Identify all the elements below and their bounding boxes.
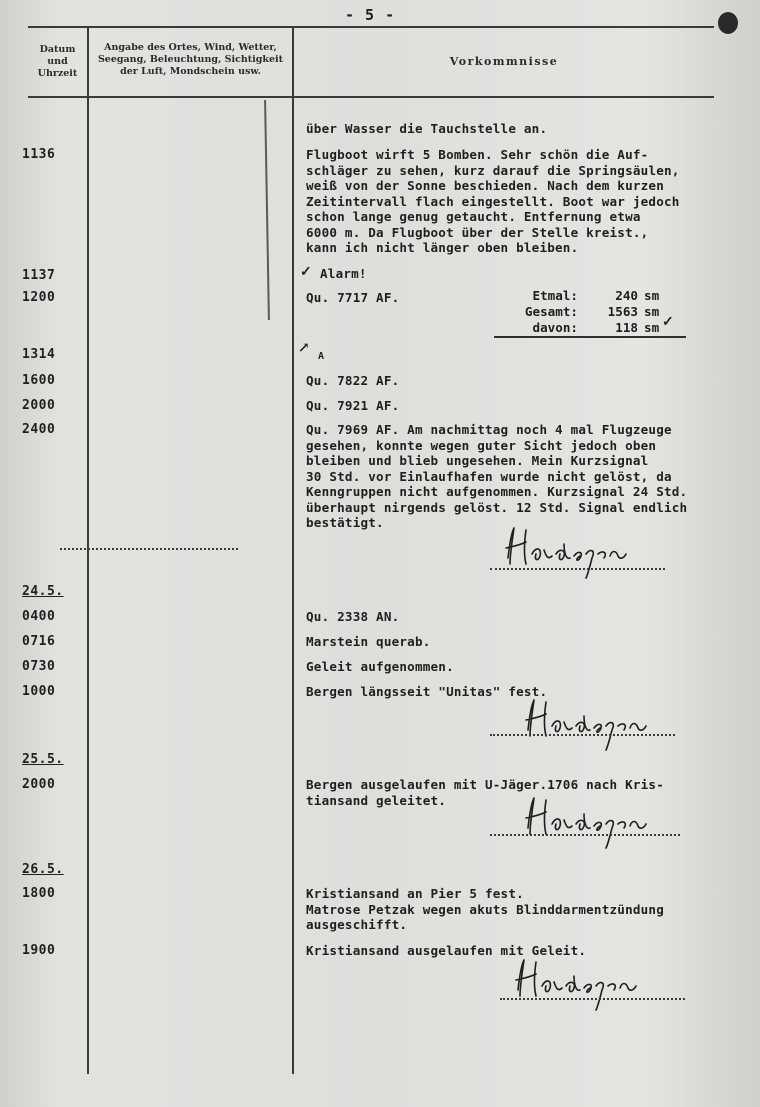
signature-line [490,834,680,836]
entry-time: 1000 [22,684,56,699]
entry-text: Qu. 7822 AF. [306,373,400,388]
entry-time: 1900 [22,943,56,958]
column-rule-faint [264,100,269,320]
page-number: - 5 - [345,6,396,24]
entry-text: Flugboot wirft 5 Bomben. Sehr schön die Auf- schläger zu sehen, kurz darauf die Springsäulen, weiß von der Sonne beschieden. Nach dem kurzen Zeitintervall flach eingestellt. Boot war jedoch schon lange genug getaucht. Entfernung etwa 6000 m. Da Flugboot über der Stelle kreist., kann ich nicht länger oben bleiben. [306,147,680,255]
entry-time: 1800 [22,886,56,901]
signature [510,952,670,1012]
entry-text: Qu. 7969 AF. Am nachmittag noch 4 mal Flugzeuge gesehen, konnte wegen guter Sicht jedoch oben bleiben und blieb ungesehen. Mein Kurzsignal 30 Std. vor Einlaufhafen wurde nicht gelöst, da Kenngruppen nicht aufgenommen. Kurzsignal 24 Std. überhaupt nirgends gelöst. 12 Std. Signal endlich bestätigt. [306,422,688,530]
entry-text: Alarm! [320,266,367,281]
entry-date: 26.5. [22,862,64,877]
check-mark-icon: ✓ [662,314,674,330]
signature [520,790,680,850]
entry-time: 1314 [22,347,56,362]
signature-line [490,568,665,570]
check-mark-icon: ↗ [298,340,310,356]
entry-text: Qu. 2338 AN. [306,609,400,624]
entry-time: 2400 [22,422,56,437]
entry-time: 0730 [22,659,56,674]
signature-line [500,998,685,1000]
top-rule [28,26,714,28]
entry-text: Marstein querab. [306,634,431,649]
signature-line [490,734,675,736]
entry-time: 2000 [22,777,56,792]
entry-time: 1200 [22,290,56,305]
entry-time: 0716 [22,634,56,649]
check-mark-icon: ✓ [300,264,312,280]
entry-text: Kristiansand an Pier 5 fest. Matrose Petzak wegen akuts Blinddarmentzündung ausgeschifft. [306,886,664,932]
distance-row: Gesamt: 1563 sm [524,304,660,319]
signature [500,520,660,580]
header-col-place: Angabe des Ortes, Wind, Wetter, Seegang, Beleuchtung, Sichtigkeit der Luft, Mondschein usw. [97,42,284,77]
summary-underline [494,336,686,338]
entry-time: 0400 [22,609,56,624]
entry-time: 1137 [22,268,56,283]
column-rule-1 [87,26,89,1074]
entry-text: A [318,351,325,362]
header-col-date: Datum und Uhrzeit [37,44,78,79]
entry-text: Qu. 7921 AF. [306,398,400,413]
entry-time: 2000 [22,398,56,413]
entry-text: über Wasser die Tauchstelle an. [306,121,548,136]
distance-row: Etmal: 240 sm [532,288,660,303]
header-col-events: Vorkommnisse [449,55,559,68]
entry-time: 1136 [22,147,56,162]
entry-text: Geleit aufgenommen. [306,659,454,674]
entry-date: 25.5. [22,752,64,767]
distance-row: davon: 118 sm [532,320,660,335]
entry-text: Kristiansand ausgelaufen mit Geleit. [306,943,587,958]
header-rule [28,96,714,98]
signature [520,692,680,752]
dotted-divider [60,548,238,550]
entry-time: 1600 [22,373,56,388]
entry-text: Bergen ausgelaufen mit U-Jäger.1706 nach Kris- tiansand geleitet. [306,777,664,808]
column-rule-2 [292,26,294,1074]
entry-text: Qu. 7717 AF. [306,290,400,305]
entry-date: 24.5. [22,584,64,599]
punch-hole [718,12,738,34]
distance-summary [500,288,674,336]
entry-text: Bergen längsseit "Unitas" fest. [306,684,548,699]
